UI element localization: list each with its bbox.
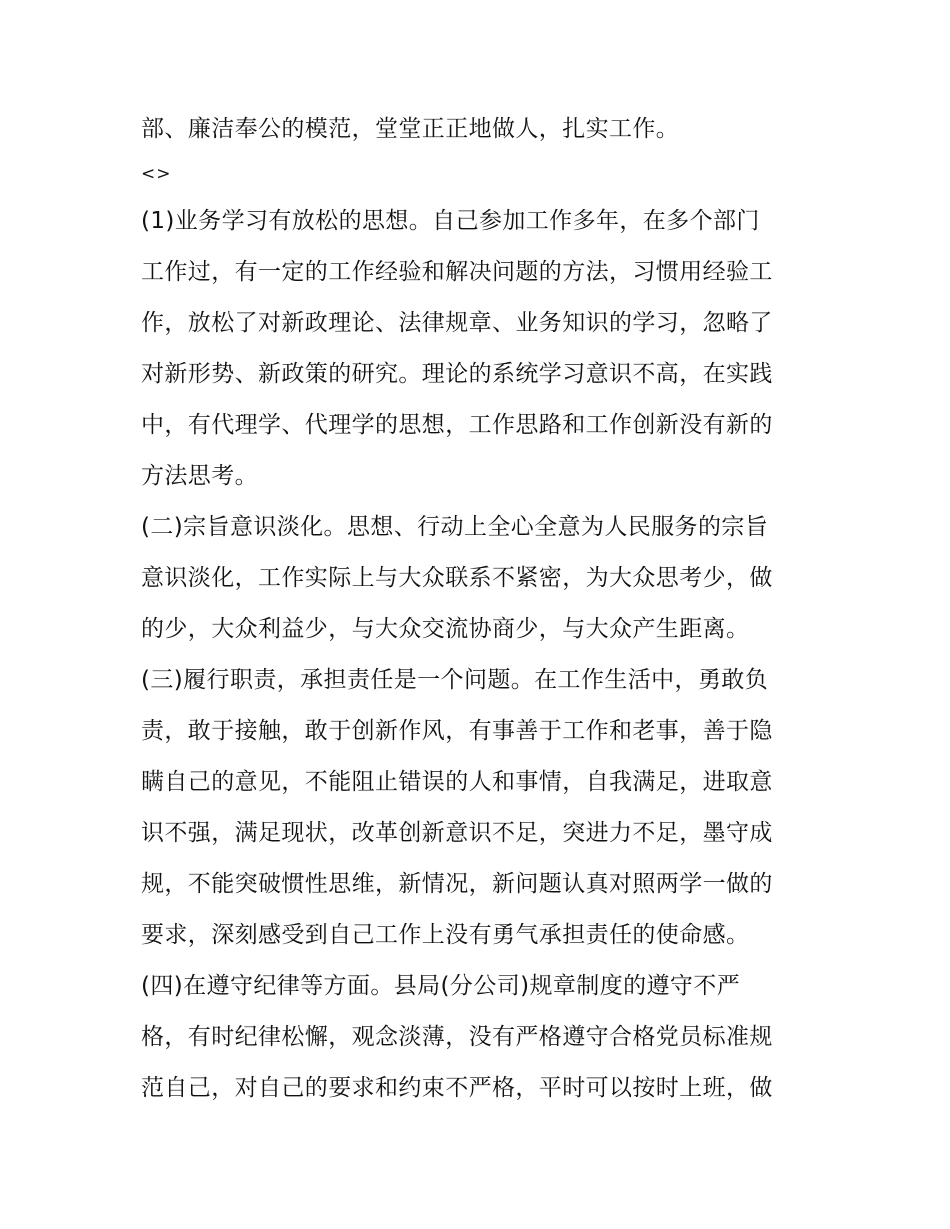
text-line: 瞒自己的意见，不能阻止错误的人和事情，自我满足，进取意	[141, 769, 773, 795]
text-line: 对新形势、新政策的研究。理论的系统学习意识不高，在实践	[141, 361, 773, 387]
text-line: 中，有代理学、代理学的思想，工作思路和工作创新没有新的	[141, 412, 773, 438]
text-line: 方法思考。	[141, 463, 258, 489]
text-line: 识不强，满足现状，改革创新意识不足，突进力不足，墨守成	[141, 820, 773, 846]
text-line: (四)在遵守纪律等方面。县局(分公司)规章制度的遵守不严	[141, 973, 741, 999]
text-line: (三)履行职责，承担责任是一个问题。在工作生活中，勇敢负	[141, 667, 769, 693]
text-line: 要求，深刻感受到自己工作上没有勇气承担责任的使命感。	[141, 922, 750, 948]
text-line: 范自己，对自己的要求和约束不严格，平时可以按时上班，做	[141, 1075, 773, 1101]
text-line: (1)业务学习有放松的思想。自己参加工作多年，在多个部门	[141, 208, 760, 234]
text-line: (二)宗旨意识淡化。思想、行动上全心全意为人民服务的宗旨	[141, 514, 769, 540]
text-line: 责，敢于接触，敢于创新作风，有事善于工作和老事，善于隐	[141, 718, 773, 744]
text-line: 部、廉洁奉公的模范，堂堂正正地做人，扎实工作。	[141, 116, 680, 142]
text-line: 规，不能突破惯性思维，新情况，新问题认真对照两学一做的	[141, 871, 773, 897]
text-line: 工作过，有一定的工作经验和解决问题的方法，习惯用经验工	[141, 259, 773, 285]
text-line: 的少，大众利益少，与大众交流协商少，与大众产生距离。	[141, 616, 750, 642]
text-line: 作，放松了对新政理论、法律规章、业务知识的学习，忽略了	[141, 310, 773, 336]
text-line-marker: <>	[141, 164, 172, 184]
text-line: 格，有时纪律松懈，观念淡薄，没有严格遵守合格党员标准规	[141, 1024, 773, 1050]
text-line: 意识淡化，工作实际上与大众联系不紧密，为大众思考少，做	[141, 565, 773, 591]
